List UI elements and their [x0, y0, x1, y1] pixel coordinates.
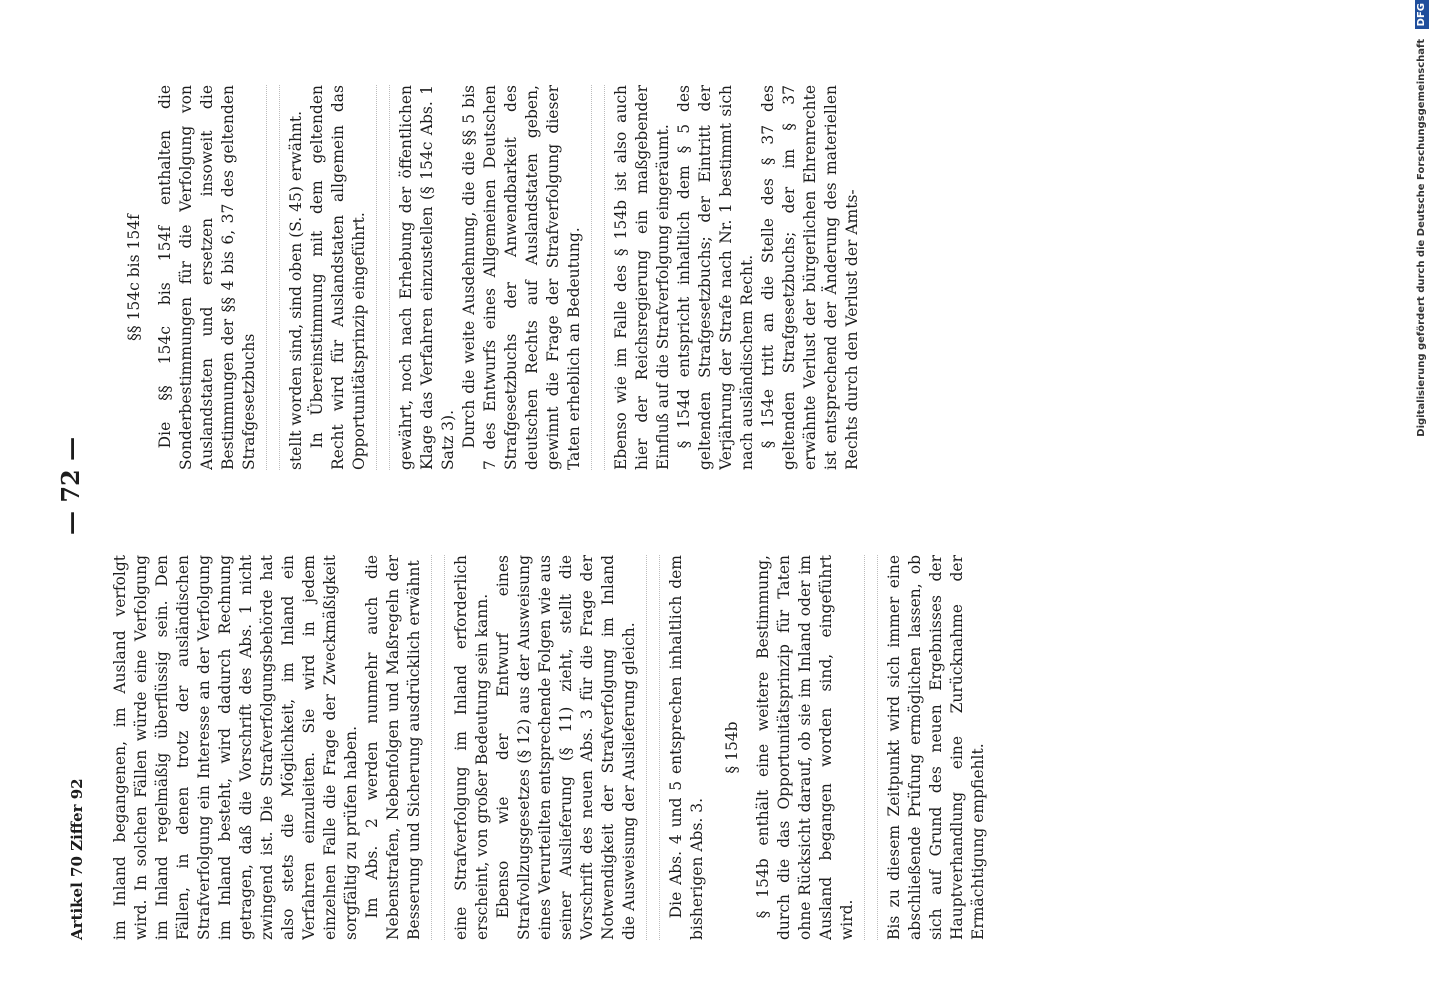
paragraph-end: Bis zu diesem Zeitpunkt wird sich immer eine abschließende Prüfung ermöglichen lassen, ob sich auf Grund des neuen Ergebnisses der Hauptverhandlung eine Zurücknahme der Ermächtigung empfiehlt. — [885, 555, 987, 940]
untranscribed-text-gap — [591, 85, 605, 470]
left-text-column — [110, 555, 1380, 940]
paragraph-start: § 154b enthält eine weitere Bestimmung, durch die das Opportunitätsprinzip für Taten ohne Rücksicht darauf, ob sie im Inland oder im Ausland begangen worden sind, eingeführt wird. — [754, 555, 856, 940]
paragraph-end: Ebenso wie im Falle des § 154b ist also auch hier der Reichsregierung ein maßgebender Einfluß auf die Strafverfolgung eingeräumt. — [612, 85, 672, 470]
digitization-credit-strip — [1410, 0, 1434, 1000]
paragraph: Die Abs. 4 und 5 entsprechen inhaltlich dem bisherigen Abs. 3. — [667, 555, 706, 940]
paragraph-start: Durch die weite Ausdehnung, die die §§ 5 bis 7 des Entwurfs eines Allgemeinen Deutschen Strafgesetzbuchs der Anwendbarkeit des deutschen Rechts auf Auslandstaten geben, gewinnt die Frage der Strafverfolgung dieser Taten erheblich an Bedeutung. — [460, 85, 583, 470]
paragraph-start: Ebenso wie der Entwurf eines Strafvollzugsgesetzes (§ 12) aus der Ausweisung eines Verurteilten entsprechende Folgen wie aus seiner Auslieferung (§ 11) zieht, stellt die Vorschrift des neuen Abs. 3 für die Frage der Notwendigkeit der Strafverfolgung im Inland die Ausweisung der Auslieferung gleich. — [494, 555, 638, 940]
credit-text: Digitalisierung gefördert durch die Deutsche Forschungsgemeinschaft — [1416, 38, 1427, 437]
paragraph: im Inland begangenen, im Ausland verfolgt wird. In solchen Fällen würde eine Verfolgung im Inland regelmäßig überflüssig sein. Den Fällen, in denen trotz der ausländischen Strafverfolgung ein Interesse an der Verfolgung im Inland besteht, wird dadurch Rechnung getragen, daß die Vorschrift des Abs. 1 nicht zwingend ist. Die Strafverfolgungsbehörde hat also stets die Möglichkeit, im Inland ein Verfahren einzuleiten. Sie wird in jedem einzelnen Falle die Frage der Zweckmäßigkeit sorgfältig zu prüfen haben. — [111, 555, 360, 940]
paragraph-start: Die §§ 154c bis 154f enthalten die Sonderbestimmungen für die Verfolgung von Auslandstaten und ersetzen insoweit die Bestimmungen der §§ 4 bis 6, 37 des geltenden Strafgesetzbuchs — [156, 85, 258, 470]
paragraph-end: stellt worden sind, sind oben (S. 45) erwähnt. — [287, 110, 305, 470]
untranscribed-text-gap — [864, 555, 878, 940]
paragraph: § 154e tritt an die Stelle des § 37 des geltenden Strafgesetzbuchs; der im § 37 erwähnte Verlust der bürgerlichen Ehrenrechte ist entsprechend der Änderung des materiellen Rechts durch den Verlust der Amts- — [759, 85, 861, 470]
section-heading: §§ 154c bis 154f — [125, 214, 143, 341]
untranscribed-text-gap — [431, 555, 445, 940]
paragraph: § 154d entspricht inhaltlich dem § 5 des geltenden Strafgesetzbuchs; der Eintritt der Verjährung der Strafe nach Nr. 1 bestimmt sich nach ausländischem Recht. — [675, 85, 756, 470]
rotated-document-page — [50, 70, 1395, 940]
paragraph-start: In Übereinstimmung mit dem geltenden Recht wird für Auslandstaten allgemein das Opportunitätsprinzip eingeführt. — [308, 85, 368, 470]
untranscribed-text-gap — [266, 85, 280, 470]
dfg-logo: DFG — [1415, 0, 1429, 29]
paragraph-end: gewährt, noch nach Erhebung der öffentlichen Klage das Verfahren einzustellen (§ 154c Abs. 1 Satz 3). — [397, 85, 457, 470]
running-head — [50, 70, 110, 940]
paragraph-start: Im Abs. 2 werden nunmehr auch die Nebenstrafen, Nebenfolgen und Maßregeln der Besserung und Sicherung ausdrücklich erwähnt — [363, 555, 423, 940]
untranscribed-text-gap — [376, 85, 390, 470]
right-text-column — [110, 85, 1380, 470]
section-heading: § 154b — [723, 721, 741, 774]
header-article-reference: Artikel 70 Ziffer 92 — [68, 778, 86, 940]
paragraph-end: eine Strafverfolgung im Inland erforderlich erscheint, von großer Bedeutung sein kann. — [452, 555, 491, 940]
page-number: — 72 — — [56, 436, 85, 535]
untranscribed-text-gap — [646, 555, 660, 940]
credit-rotator — [1411, 0, 1433, 950]
